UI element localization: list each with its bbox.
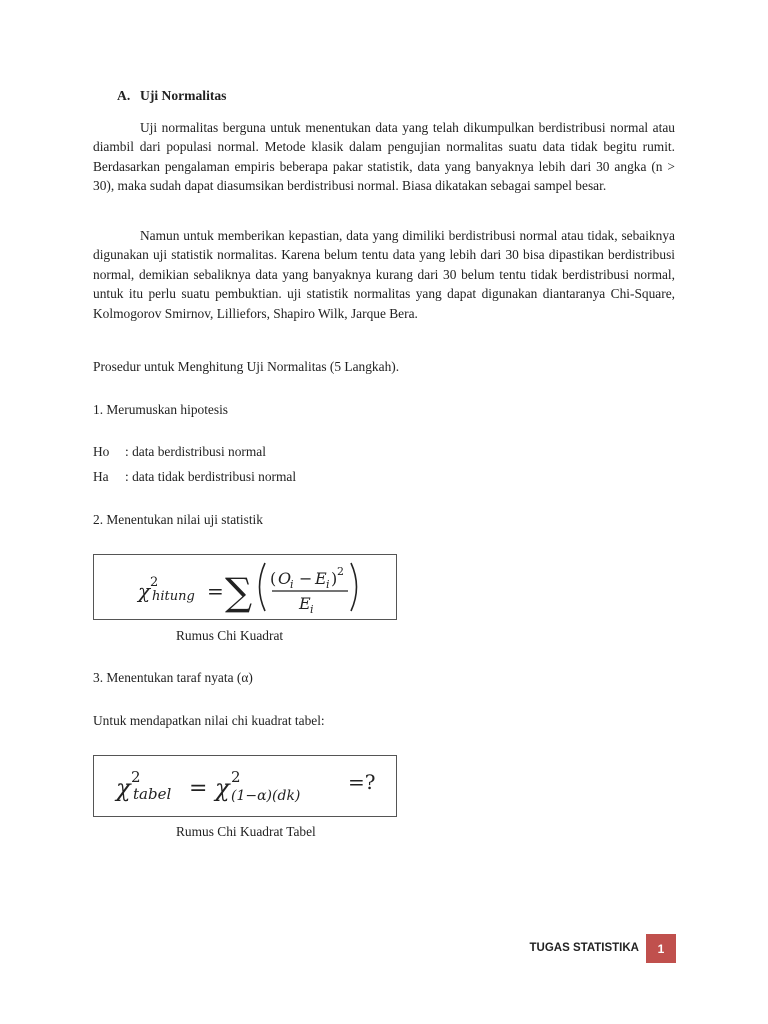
step-1: 1. Merumuskan hipotesis bbox=[93, 402, 229, 417]
numerator-o-subscript: i bbox=[290, 578, 294, 591]
chi-subscript-2: (1−α)(dk) bbox=[231, 788, 301, 804]
hypothesis-ha-label: Ha bbox=[93, 469, 109, 484]
hypothesis-ha-text: : data tidak berdistribusi normal bbox=[125, 469, 297, 484]
numerator-e-subscript: i bbox=[326, 578, 330, 591]
hypothesis-ha bbox=[93, 469, 296, 485]
equals-sign: = bbox=[207, 579, 224, 603]
formula-2-caption: Rumus Chi Kuadrat Tabel bbox=[176, 824, 316, 839]
section-number: A. bbox=[117, 88, 131, 103]
chi-symbol: χ bbox=[138, 579, 151, 603]
chi-subscript: tabel bbox=[133, 785, 172, 803]
right-paren bbox=[351, 563, 357, 611]
section-title: Uji Normalitas bbox=[140, 88, 227, 103]
chi-exponent: 2 bbox=[150, 575, 159, 590]
equals-sign: = bbox=[189, 776, 208, 801]
paragraph-1-text: Uji normalitas berguna untuk menentukan data yang telah dikumpulkan berdistribusi normal atau diambil dari populasi normal. Metode klasik dalam pengujian normalitas suatu data tidak begitu rumit. Berdasarkan pengalaman empiris beberapa pakar statistik, data yang banyaknya lebih dari 30 angka (n > 30), maka sudah dapat diasumsikan berdistribusi normal. Biasa dikatakan sebagai sampel besar. bbox=[93, 120, 675, 194]
section-heading bbox=[117, 88, 226, 104]
chi-exponent-2: 2 bbox=[231, 768, 241, 786]
numerator-minus: − bbox=[299, 569, 313, 588]
denominator-subscript: i bbox=[310, 603, 314, 616]
hypothesis-ho-label: Ho bbox=[93, 444, 110, 459]
chi-table-intro: Untuk mendapatkan nilai chi kuadrat tabel: bbox=[93, 713, 325, 728]
procedure-intro: Prosedur untuk Menghitung Uji Normalitas (5 Langkah). bbox=[93, 359, 400, 374]
chi-symbol-2: χ bbox=[215, 774, 230, 802]
numerator-e: E bbox=[315, 569, 327, 588]
chi-table-formula bbox=[94, 756, 396, 816]
numerator-exponent: 2 bbox=[337, 565, 344, 578]
equals-question: =? bbox=[348, 770, 376, 794]
paragraph-2-text: Namun untuk memberikan kepastian, data yang dimiliki berdistribusi normal atau tidak, sebaiknya digunakan uji statistik normalitas. Karena belum tentu data yang lebih dari 30 bisa dipastikan berdistribusi normal, demikian sebaliknya data yang banyaknya kurang dari 30 belum tentu tidak berdistribusi normal, untuk itu perlu suatu pembuktian. uji statistik normalitas yang dapat digunakan diantaranya Chi-Square, Kolmogorov Smirnov, Lilliefors, Shapiro Wilk, Jarque Bera. bbox=[93, 228, 675, 321]
sum-symbol: ∑ bbox=[225, 570, 253, 614]
numerator-o: O bbox=[278, 569, 292, 588]
denominator-e: E bbox=[299, 594, 311, 613]
footer-title: TUGAS STATISTIKA bbox=[529, 942, 639, 954]
paragraph-1 bbox=[93, 118, 675, 196]
page-number-badge: 1 bbox=[646, 934, 676, 963]
hypothesis-ho-text: : data berdistribusi normal bbox=[125, 444, 266, 459]
paragraph-2 bbox=[93, 226, 675, 323]
step-3: 3. Menentukan taraf nyata (α) bbox=[93, 670, 253, 685]
step-2: 2. Menentukan nilai uji statistik bbox=[93, 512, 263, 527]
chi-square-formula-box bbox=[93, 554, 397, 620]
formula-1-caption: Rumus Chi Kuadrat bbox=[176, 628, 284, 643]
chi-symbol: χ bbox=[116, 774, 131, 802]
chi-table-formula-box bbox=[93, 755, 397, 817]
hypothesis-ho bbox=[93, 444, 266, 460]
numerator-close-paren: ) bbox=[331, 569, 338, 588]
chi-exponent: 2 bbox=[131, 768, 141, 786]
numerator-open-paren: ( bbox=[270, 569, 277, 588]
chi-subscript: hitung bbox=[152, 589, 195, 604]
chi-square-formula bbox=[94, 555, 396, 619]
left-paren bbox=[260, 563, 266, 611]
